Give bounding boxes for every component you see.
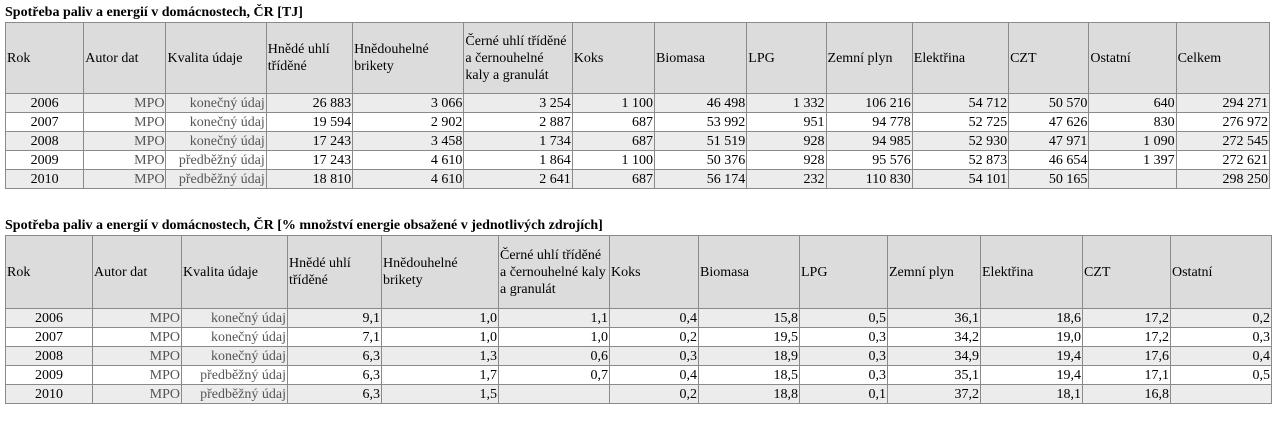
column-header: Zemní plyn — [888, 236, 981, 309]
quality-cell: konečný údaj — [166, 132, 266, 151]
column-header: LPG — [747, 23, 826, 94]
table-row — [6, 151, 1269, 170]
value-cell: 0,4 — [1171, 347, 1271, 366]
value-cell: 53 992 — [655, 113, 747, 132]
energy-tj-table — [5, 22, 1270, 189]
value-cell: 19,4 — [981, 347, 1083, 366]
value-cell: 1,7 — [382, 366, 499, 385]
value-cell: 26 883 — [267, 94, 353, 113]
value-cell: 3 254 — [464, 94, 572, 113]
value-cell: 687 — [573, 132, 655, 151]
table-caption: Spotřeba paliv a energií v domácnostech, ČR [TJ] — [5, 5, 303, 20]
year-cell: 2007 — [6, 328, 93, 347]
table-caption: Spotřeba paliv a energií v domácnostech, ČR [% množství energie obsažené v jednotlivých zdrojích] — [5, 218, 603, 233]
value-cell: 19,0 — [981, 328, 1083, 347]
author-cell: MPO — [93, 347, 182, 366]
value-cell: 7,1 — [288, 328, 382, 347]
value-cell: 50 570 — [1009, 94, 1089, 113]
value-cell: 17 243 — [267, 132, 353, 151]
value-cell: 19,5 — [699, 328, 800, 347]
quality-cell: předběžný údaj — [182, 385, 288, 403]
value-cell: 17,2 — [1083, 328, 1171, 347]
author-cell: MPO — [93, 366, 182, 385]
value-cell — [499, 385, 610, 403]
value-cell: 34,2 — [888, 328, 981, 347]
value-cell: 95 576 — [827, 151, 913, 170]
value-cell: 1 734 — [464, 132, 572, 151]
value-cell: 830 — [1089, 113, 1176, 132]
column-header: Rok — [6, 23, 84, 94]
value-cell: 1 090 — [1089, 132, 1176, 151]
table-row — [6, 328, 1271, 347]
year-cell: 2010 — [6, 385, 93, 403]
value-cell: 3 066 — [353, 94, 464, 113]
table-row — [6, 366, 1271, 385]
value-cell: 0,2 — [1171, 309, 1271, 328]
column-header: Kvalita údaje — [182, 236, 288, 309]
value-cell: 1 100 — [573, 94, 655, 113]
year-cell: 2010 — [6, 170, 84, 188]
value-cell: 47 971 — [1009, 132, 1089, 151]
value-cell: 687 — [573, 113, 655, 132]
year-cell: 2006 — [6, 309, 93, 328]
value-cell: 2 641 — [464, 170, 572, 188]
column-header: Ostatní — [1171, 236, 1271, 309]
quality-cell: předběžný údaj — [182, 366, 288, 385]
value-cell: 1,0 — [499, 328, 610, 347]
year-cell: 2006 — [6, 94, 84, 113]
year-cell: 2009 — [6, 366, 93, 385]
value-cell: 18,9 — [699, 347, 800, 366]
value-cell: 3 458 — [353, 132, 464, 151]
value-cell: 34,9 — [888, 347, 981, 366]
year-cell: 2009 — [6, 151, 84, 170]
value-cell: 6,3 — [288, 366, 382, 385]
column-header: CZT — [1009, 23, 1089, 94]
column-header: Koks — [573, 23, 655, 94]
value-cell: 928 — [747, 132, 826, 151]
value-cell: 0,3 — [800, 347, 888, 366]
table-row — [6, 132, 1269, 151]
quality-cell: konečný údaj — [166, 113, 266, 132]
value-cell: 0,3 — [1171, 328, 1271, 347]
column-header: Zemní plyn — [827, 23, 913, 94]
value-cell: 36,1 — [888, 309, 981, 328]
value-cell: 54 712 — [913, 94, 1009, 113]
value-cell: 1 332 — [747, 94, 826, 113]
column-header: Biomasa — [699, 236, 800, 309]
value-cell: 16,8 — [1083, 385, 1171, 403]
value-cell: 0,4 — [610, 366, 699, 385]
table-row — [6, 170, 1269, 188]
value-cell: 928 — [747, 151, 826, 170]
value-cell: 0,5 — [1171, 366, 1271, 385]
column-header: Autor dat — [93, 236, 182, 309]
column-header: Autor dat — [84, 23, 166, 94]
value-cell — [1171, 385, 1271, 403]
table-row — [6, 385, 1271, 403]
value-cell: 2 902 — [353, 113, 464, 132]
value-cell: 1 100 — [573, 151, 655, 170]
year-cell: 2007 — [6, 113, 84, 132]
column-header: CZT — [1083, 236, 1171, 309]
value-cell: 46 498 — [655, 94, 747, 113]
column-header: Celkem — [1177, 23, 1269, 94]
value-cell: 106 216 — [827, 94, 913, 113]
value-cell: 94 778 — [827, 113, 913, 132]
value-cell: 0,4 — [610, 309, 699, 328]
value-cell: 0,1 — [800, 385, 888, 403]
column-header: Hnědé uhlí tříděné — [267, 23, 353, 94]
value-cell: 52 930 — [913, 132, 1009, 151]
year-cell: 2008 — [6, 132, 84, 151]
value-cell: 94 985 — [827, 132, 913, 151]
value-cell: 687 — [573, 170, 655, 188]
value-cell: 6,3 — [288, 385, 382, 403]
value-cell: 0,3 — [610, 347, 699, 366]
value-cell: 18 810 — [267, 170, 353, 188]
quality-cell: konečný údaj — [182, 309, 288, 328]
table-row — [6, 347, 1271, 366]
value-cell: 0,2 — [610, 385, 699, 403]
value-cell: 4 610 — [353, 170, 464, 188]
author-cell: MPO — [84, 132, 166, 151]
value-cell: 51 519 — [655, 132, 747, 151]
column-header: Elektřina — [981, 236, 1083, 309]
value-cell: 1,0 — [382, 309, 499, 328]
author-cell: MPO — [84, 113, 166, 132]
table-row — [6, 113, 1269, 132]
value-cell: 18,8 — [699, 385, 800, 403]
author-cell: MPO — [84, 170, 166, 188]
value-cell: 298 250 — [1177, 170, 1269, 188]
value-cell: 56 174 — [655, 170, 747, 188]
value-cell: 4 610 — [353, 151, 464, 170]
value-cell: 19 594 — [267, 113, 353, 132]
quality-cell: konečný údaj — [182, 328, 288, 347]
value-cell: 15,8 — [699, 309, 800, 328]
author-cell: MPO — [93, 309, 182, 328]
value-cell: 37,2 — [888, 385, 981, 403]
value-cell: 47 626 — [1009, 113, 1089, 132]
author-cell: MPO — [93, 385, 182, 403]
column-header: Elektřina — [913, 23, 1009, 94]
value-cell: 0,3 — [800, 366, 888, 385]
quality-cell: předběžný údaj — [166, 170, 266, 188]
energy-percent-section — [5, 217, 1270, 404]
author-cell: MPO — [93, 328, 182, 347]
column-header: Biomasa — [655, 23, 747, 94]
column-header: LPG — [800, 236, 888, 309]
value-cell: 0,5 — [800, 309, 888, 328]
value-cell: 951 — [747, 113, 826, 132]
value-cell: 18,6 — [981, 309, 1083, 328]
value-cell: 1,0 — [382, 328, 499, 347]
value-cell: 19,4 — [981, 366, 1083, 385]
value-cell: 50 376 — [655, 151, 747, 170]
value-cell: 110 830 — [827, 170, 913, 188]
value-cell: 640 — [1089, 94, 1176, 113]
value-cell: 17,6 — [1083, 347, 1171, 366]
value-cell: 232 — [747, 170, 826, 188]
column-header: Černé uhlí tříděné a černouhelné kaly a granulát — [499, 236, 610, 309]
value-cell: 18,1 — [981, 385, 1083, 403]
value-cell: 17,1 — [1083, 366, 1171, 385]
quality-cell: předběžný údaj — [166, 151, 266, 170]
value-cell: 1,5 — [382, 385, 499, 403]
value-cell: 272 621 — [1177, 151, 1269, 170]
value-cell: 9,1 — [288, 309, 382, 328]
value-cell: 35,1 — [888, 366, 981, 385]
value-cell: 2 887 — [464, 113, 572, 132]
author-cell: MPO — [84, 94, 166, 113]
value-cell: 6,3 — [288, 347, 382, 366]
column-header: Hnědouhelné brikety — [382, 236, 499, 309]
value-cell: 0,6 — [499, 347, 610, 366]
value-cell: 46 654 — [1009, 151, 1089, 170]
column-header: Černé uhlí tříděné a černouhelné kaly a granulát — [464, 23, 572, 94]
value-cell — [1089, 170, 1176, 188]
value-cell: 294 271 — [1177, 94, 1269, 113]
energy-percent-table — [5, 235, 1272, 404]
column-header: Ostatní — [1089, 23, 1176, 94]
value-cell: 0,2 — [610, 328, 699, 347]
value-cell: 50 165 — [1009, 170, 1089, 188]
value-cell: 276 972 — [1177, 113, 1269, 132]
column-header: Hnědouhelné brikety — [353, 23, 464, 94]
value-cell: 54 101 — [913, 170, 1009, 188]
column-header: Hnědé uhlí tříděné — [288, 236, 382, 309]
quality-cell: konečný údaj — [166, 94, 266, 113]
value-cell: 18,5 — [699, 366, 800, 385]
value-cell: 17,2 — [1083, 309, 1171, 328]
value-cell: 52 873 — [913, 151, 1009, 170]
value-cell: 0,3 — [800, 328, 888, 347]
quality-cell: konečný údaj — [182, 347, 288, 366]
value-cell: 1,3 — [382, 347, 499, 366]
value-cell: 0,7 — [499, 366, 610, 385]
energy-tj-section — [5, 4, 1270, 189]
value-cell: 17 243 — [267, 151, 353, 170]
table-row — [6, 309, 1271, 328]
column-header: Koks — [610, 236, 699, 309]
value-cell: 272 545 — [1177, 132, 1269, 151]
table-row — [6, 94, 1269, 113]
value-cell: 1,1 — [499, 309, 610, 328]
value-cell: 52 725 — [913, 113, 1009, 132]
column-header: Kvalita údaje — [166, 23, 266, 94]
author-cell: MPO — [84, 151, 166, 170]
value-cell: 1 397 — [1089, 151, 1176, 170]
year-cell: 2008 — [6, 347, 93, 366]
value-cell: 1 864 — [464, 151, 572, 170]
column-header: Rok — [6, 236, 93, 309]
